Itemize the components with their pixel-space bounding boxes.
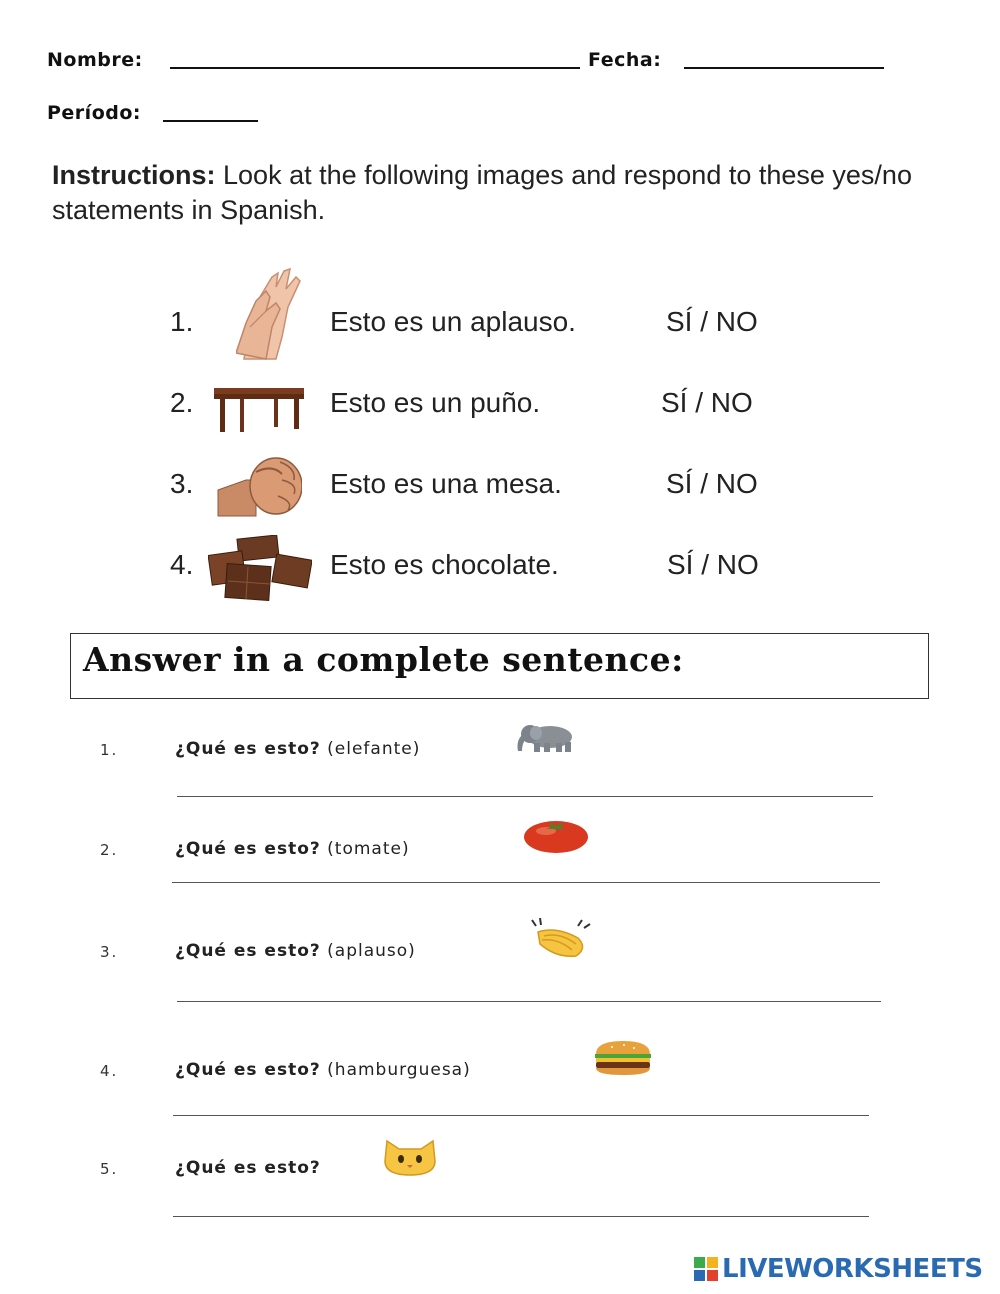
question-text [175,941,416,961]
question-number: 5. [100,1160,119,1178]
answer-line[interactable] [172,882,880,883]
yn-number: 2. [170,387,194,418]
instructions [52,158,932,228]
name-blank[interactable] [170,67,580,69]
elephant-icon [516,723,578,753]
yn-number: 1. [170,306,194,337]
question-hint: (hamburguesa) [327,1060,471,1080]
logo-text: LIVEWORKSHEETS [722,1254,983,1284]
answer-line[interactable] [173,1216,869,1217]
question-text [175,1060,471,1080]
answer-section-header [70,633,929,699]
question-number: 4. [100,1062,119,1080]
question-prompt: ¿Qué es esto? [175,1158,321,1178]
question-text [175,739,420,759]
question-hint: (tomate) [327,839,410,859]
date-blank[interactable] [684,67,884,69]
yes-no-choice[interactable]: SÍ / NO [667,549,759,580]
yes-no-choice[interactable]: SÍ / NO [666,468,758,499]
yn-statement: Esto es un puño. [330,387,541,418]
question-prompt: ¿Qué es esto? [175,941,321,961]
period-label: Período: [47,102,141,124]
question-number: 1. [100,741,119,759]
yn-statement: Esto es chocolate. [330,549,559,580]
yes-no-choice[interactable]: SÍ / NO [666,306,758,337]
answer-section-title: Answer in a complete sentence: [83,640,684,679]
question-text [175,1158,321,1178]
question-number: 3. [100,943,119,961]
answer-line[interactable] [177,1001,881,1002]
name-label: Nombre: [47,49,143,71]
question-hint: (elefante) [327,739,421,759]
question-number: 2. [100,841,119,859]
yes-no-choice[interactable]: SÍ / NO [661,387,753,418]
cat-face-icon [381,1137,439,1177]
yn-number: 4. [170,549,194,580]
question-prompt: ¿Qué es esto? [175,839,321,859]
clapping-hands-photo [236,267,304,361]
instructions-lead: Instructions: [52,160,216,190]
chocolate-photo [208,535,312,601]
question-hint: (aplauso) [327,941,416,961]
liveworksheets-logo [694,1254,990,1284]
tomato-icon [522,818,590,854]
yn-statement: Esto es un aplauso. [330,306,576,337]
period-blank[interactable] [163,120,258,122]
answer-line[interactable] [177,796,873,797]
instructions-text: Look at the following images and respond to these yes/no statements in Spanish. [52,160,912,225]
date-label: Fecha: [588,49,662,71]
clapping-hands-icon [526,918,594,958]
answer-line[interactable] [173,1115,869,1116]
table-photo [212,384,306,434]
question-prompt: ¿Qué es esto? [175,1060,321,1080]
yn-number: 3. [170,468,194,499]
logo-mark-icon [694,1257,718,1281]
question-text [175,839,410,859]
yn-statement: Esto es una mesa. [330,468,562,499]
hamburger-icon [592,1040,654,1076]
question-prompt: ¿Qué es esto? [175,739,321,759]
fist-photo [216,450,302,518]
